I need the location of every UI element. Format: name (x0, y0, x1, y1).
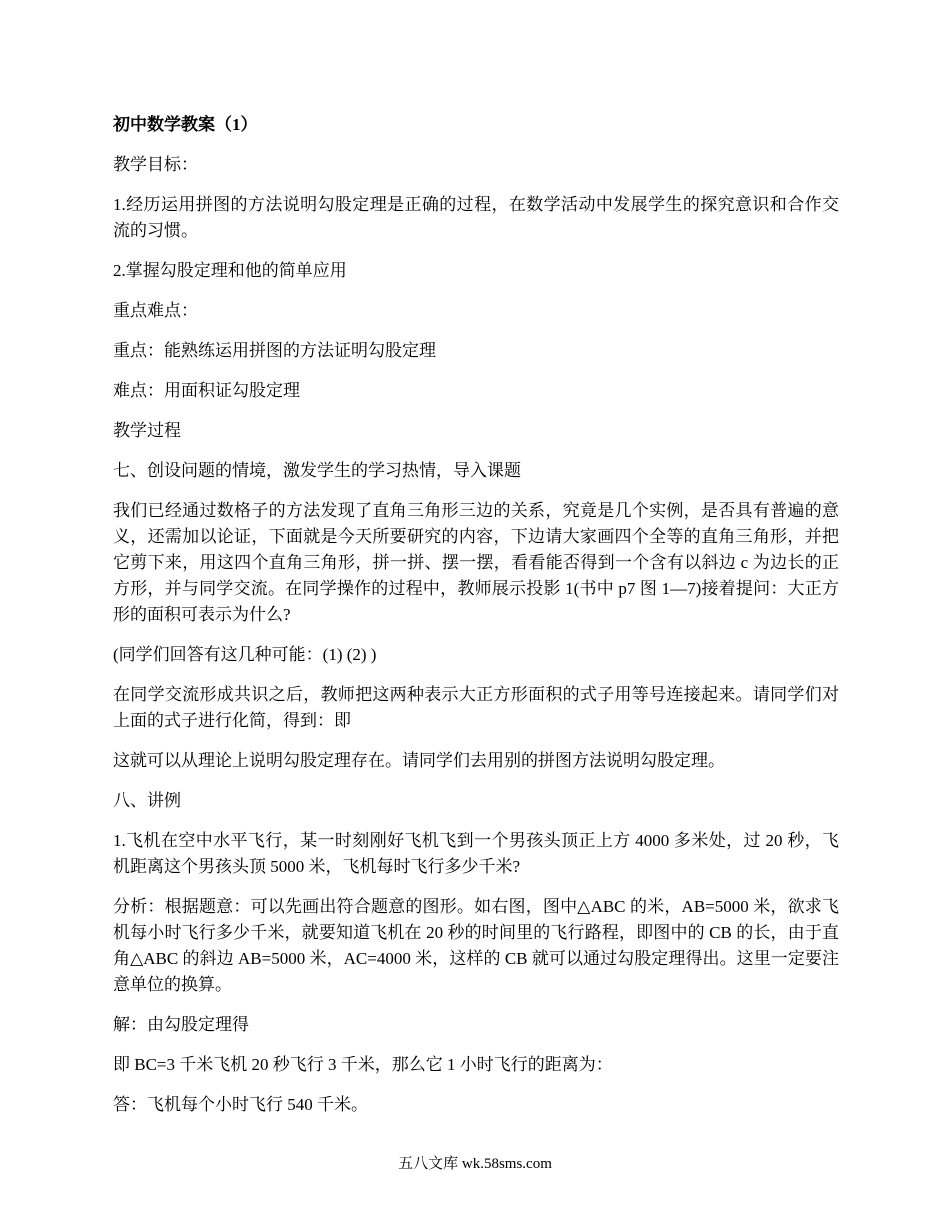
paragraph-introduction: 我们已经通过数格子的方法发现了直角三角形三边的关系，究竟是几个实例，是否具有普遍的意义，还需加以论证，下面就是今天所要研究的内容，下边请大家画四个全等的直角三角形，并把它剪下来，用这四个直角三角形，拼一拼、摆一摆，看看能否得到一个含有以斜边 c 为边长的正方形，并与同学交流。在同学操作的过程中，教师展示投影 1(书中 p7 图 1—7)接着提问：大正方形的面积可表示为什么? (113, 501, 839, 624)
paragraph-theory: 这就可以从理论上说明勾股定理存在。请同学们去用别的拼图方法说明勾股定理。 (113, 751, 725, 770)
footer-watermark: 五八文库 wk.58sms.com (398, 1156, 552, 1172)
paragraph-section-seven: 七、创设问题的情境，激发学生的学习热情，导入课题 (113, 461, 521, 480)
paragraph-solution: 解：由勾股定理得 (113, 1015, 249, 1034)
paragraph-objective-2: 2.掌握勾股定理和他的简单应用 (113, 261, 347, 280)
paragraph-section-eight: 八、讲例 (113, 791, 181, 810)
paragraph-simplify: 在同学交流形成共识之后，教师把这两种表示大正方形面积的式子用等号连接起来。请同学们对上面的式子进行化简，得到：即 (113, 685, 839, 730)
paragraph-key-points-heading: 重点难点： (113, 301, 198, 320)
document-body (113, 112, 839, 1132)
paragraph-objective-1: 1.经历运用拼图的方法说明勾股定理是正确的过程，在数学活动中发展学生的探究意识和合作交流的习惯。 (113, 195, 839, 240)
paragraph-analysis: 分析：根据题意：可以先画出符合题意的图形。如右图，图中△ABC 的米，AB=5000 米，欲求飞机每小时飞行多少千米，就要知道飞机在 20 秒的时间里的飞行路程，即图中的 CB 的长，由于直角△ABC 的斜边 AB=5000 米，AC=4000 米，这样的 CB 就可以通过勾股定理得出。这里一定要注意单位的换算。 (113, 897, 839, 994)
paragraph-answer: 答：飞机每个小时飞行 540 千米。 (113, 1095, 368, 1114)
paragraph-objectives-heading: 教学目标： (113, 155, 198, 174)
paragraph-key-point: 重点：能熟练运用拼图的方法证明勾股定理 (113, 341, 436, 360)
paragraph-example-1: 1.飞机在空中水平飞行，某一时刻刚好飞机飞到一个男孩头顶正上方 4000 多米处，过 20 秒，飞机距离这个男孩头顶 5000 米，飞机每时飞行多少千米? (113, 831, 839, 876)
paragraph-difficult-point: 难点：用面积证勾股定理 (113, 381, 300, 400)
document-title: 初中数学教案（1） (113, 115, 258, 134)
paragraph-process-heading: 教学过程 (113, 421, 181, 440)
paragraph-student-answers: (同学们回答有这几种可能：(1) (2) ) (113, 645, 377, 664)
paragraph-solution-detail: 即 BC=3 千米飞机 20 秒飞行 3 千米，那么它 1 小时飞行的距离为： (113, 1055, 613, 1074)
